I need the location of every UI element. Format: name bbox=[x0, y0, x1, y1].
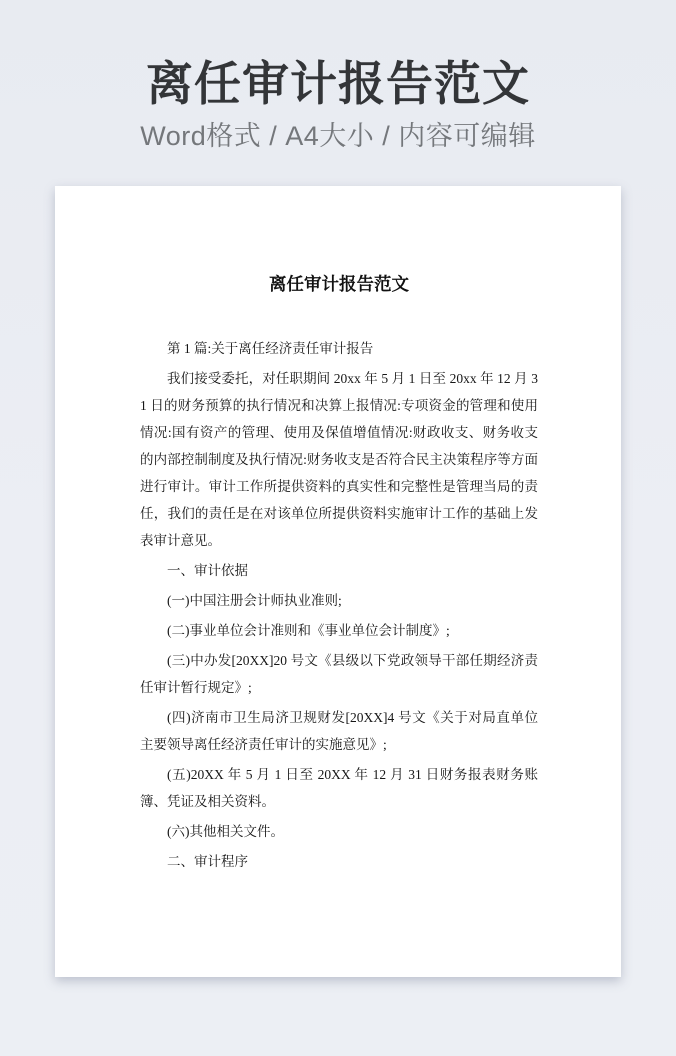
document-paragraph: (二)事业单位会计准则和《事业单位会计制度》; bbox=[167, 623, 450, 638]
preview-title: 离任审计报告范文 bbox=[146, 57, 530, 110]
document-body bbox=[140, 335, 538, 875]
preview-header bbox=[0, 0, 676, 152]
document-page bbox=[55, 186, 621, 977]
document-paragraph: 第 1 篇:关于离任经济责任审计报告 bbox=[167, 341, 374, 356]
document-paragraph: (六)其他相关文件。 bbox=[167, 824, 284, 839]
document-paragraph: (五)20XX 年 5 月 1 日至 20XX 年 12 月 31 日财务报表财务账簿、凭证及相关资料。 bbox=[140, 767, 538, 809]
document-paragraph: (三)中办发[20XX]20 号文《县级以下党政领导干部任期经济责任审计暂行规定》; bbox=[140, 653, 538, 695]
document-paragraph: (四)济南市卫生局济卫规财发[20XX]4 号文《关于对局直单位主要领导离任经济责任审计的实施意见》; bbox=[140, 710, 538, 752]
document-paragraph: 二、审计程序 bbox=[167, 854, 248, 869]
document-paragraph: 一、审计依据 bbox=[167, 563, 248, 578]
document-paragraph: 我们接受委托，对任职期间 20xx 年 5 月 1 日至 20xx 年 12 月 31 日的财务预算的执行情况和决算上报情况:专项资金的管理和使用情况:国有资产的管理、使用及保值增值情况:财政收支、财务收支的内部控制制度及执行情况:财务收支是否符合民主决策程序等方面进行审计。审计工作所提供资料的真实性和完整性是管理当局的责任，我们的责任是在对该单位所提供资料实施审计工作的基础上发表审计意见。 bbox=[140, 371, 538, 548]
preview-subtitle: Word格式 / A4大小 / 内容可编辑 bbox=[140, 121, 536, 151]
document-title: 离任审计报告范文 bbox=[269, 274, 409, 294]
document-paragraph: (一)中国注册会计师执业准则; bbox=[167, 593, 342, 608]
